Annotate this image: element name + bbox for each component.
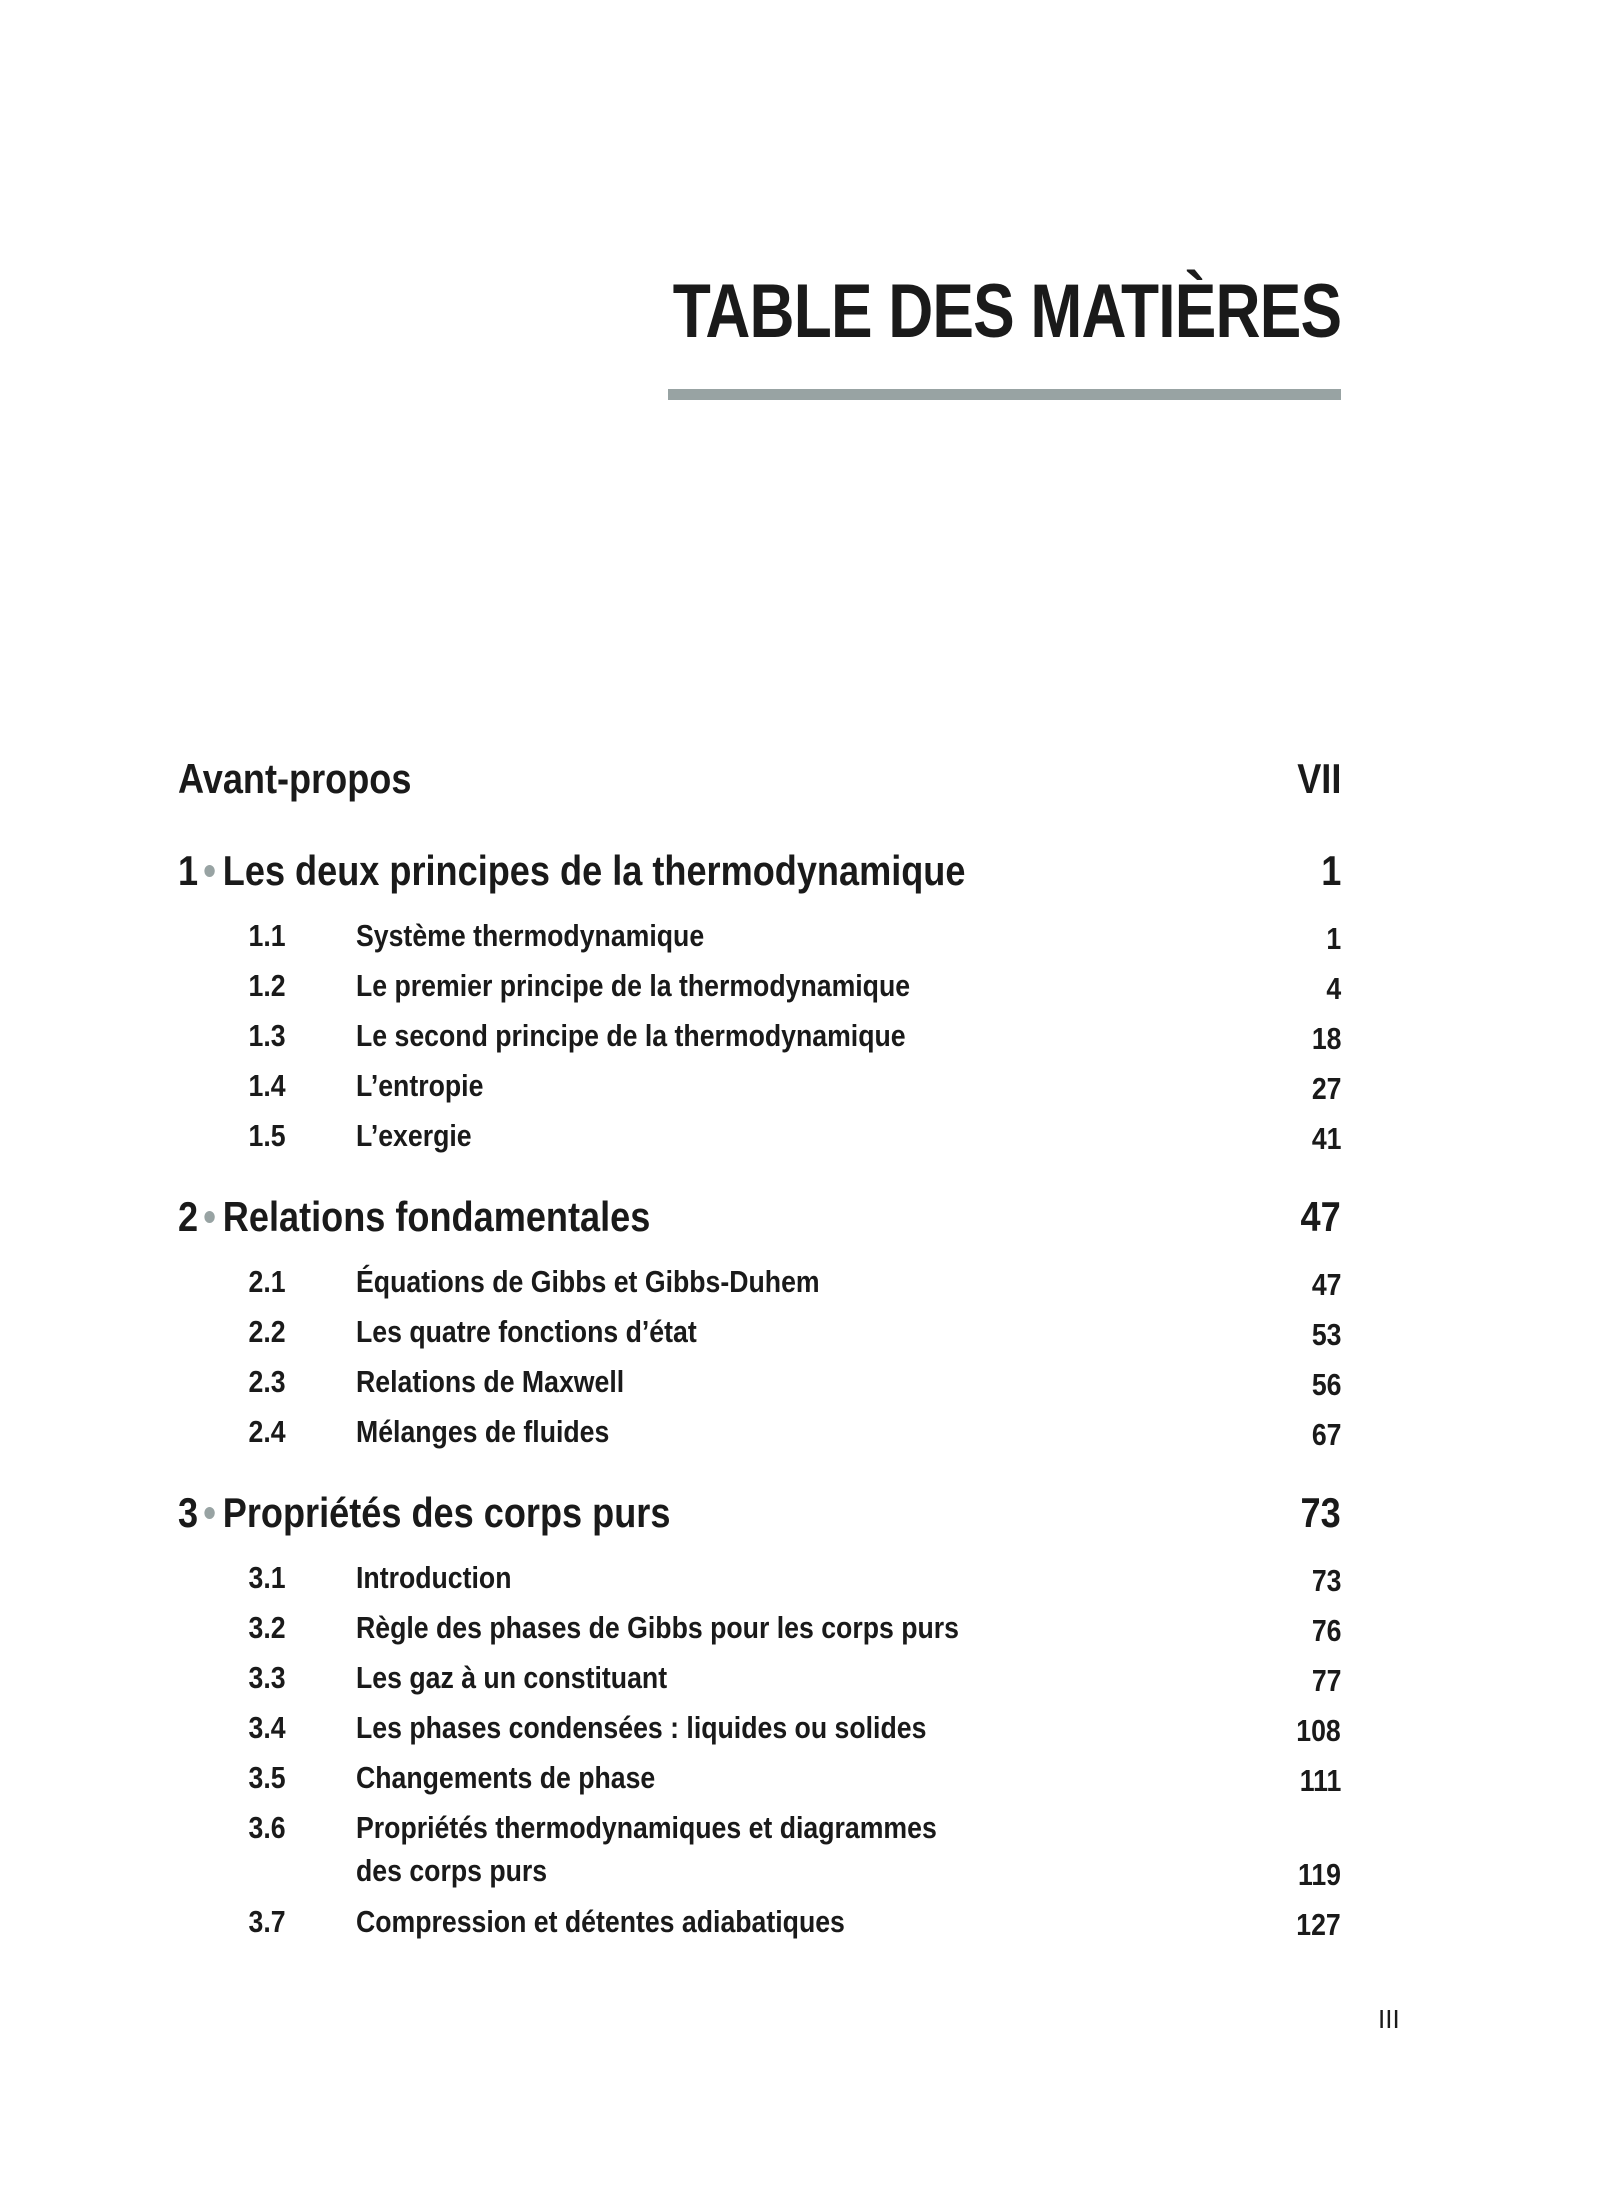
section-number: 1.4 bbox=[248, 1068, 286, 1103]
toc-section[interactable] bbox=[178, 1706, 1341, 1756]
toc-section[interactable] bbox=[178, 964, 1341, 1014]
toc-section[interactable] bbox=[178, 1014, 1341, 1064]
chapter-title: Relations fondamentales bbox=[222, 1193, 651, 1240]
section-page: 108 bbox=[1296, 1713, 1341, 1748]
chapter-heading-label bbox=[178, 832, 965, 910]
bullet-separator: • bbox=[203, 1489, 216, 1536]
section-page: 4 bbox=[1326, 971, 1341, 1006]
chapter-number: 3 bbox=[178, 1489, 199, 1536]
section-title: Introduction bbox=[356, 1560, 512, 1595]
section-page: 53 bbox=[1311, 1317, 1341, 1352]
section-title bbox=[356, 1806, 1160, 1892]
toc-chapter-3 bbox=[178, 1474, 1341, 1950]
chapter-page: 1 bbox=[1320, 847, 1341, 894]
toc-section[interactable] bbox=[178, 914, 1341, 964]
section-page: 127 bbox=[1296, 1907, 1341, 1942]
chapter-number: 1 bbox=[178, 847, 199, 894]
section-title: Mélanges de fluides bbox=[356, 1414, 610, 1449]
bullet-separator: • bbox=[203, 847, 216, 894]
section-list bbox=[178, 914, 1341, 1164]
toc-chapter-2 bbox=[178, 1178, 1341, 1460]
section-number: 3.6 bbox=[248, 1810, 286, 1845]
avant-propos-page: VII bbox=[1296, 755, 1341, 802]
section-number: 1.2 bbox=[248, 968, 286, 1003]
title-underline-rule bbox=[668, 389, 1341, 400]
section-title: L’entropie bbox=[356, 1068, 484, 1103]
section-title: Règle des phases de Gibbs pour les corps purs bbox=[356, 1610, 959, 1645]
avant-propos-label: Avant-propos bbox=[178, 755, 412, 802]
section-page: 76 bbox=[1311, 1613, 1341, 1648]
section-number: 2.4 bbox=[248, 1414, 286, 1449]
section-number: 1.1 bbox=[248, 918, 286, 953]
chapter-page: 73 bbox=[1300, 1489, 1341, 1536]
section-title: Le second principe de la thermodynamique bbox=[356, 1018, 906, 1053]
chapter-number: 2 bbox=[178, 1193, 199, 1240]
chapter-heading[interactable] bbox=[178, 1178, 1341, 1256]
toc-entry-avant-propos[interactable] bbox=[178, 740, 1341, 818]
section-number: 3.4 bbox=[248, 1710, 286, 1745]
section-number: 1.3 bbox=[248, 1018, 286, 1053]
chapter-title: Les deux principes de la thermodynamique bbox=[222, 847, 966, 894]
section-title: Système thermodynamique bbox=[356, 918, 705, 953]
section-title: Les phases condensées : liquides ou solides bbox=[356, 1710, 927, 1745]
toc-section[interactable] bbox=[178, 1900, 1341, 1950]
section-title: Équations de Gibbs et Gibbs-Duhem bbox=[356, 1264, 820, 1299]
section-number: 1.5 bbox=[248, 1118, 286, 1153]
section-page: 67 bbox=[1311, 1417, 1341, 1452]
page-folio-number: III bbox=[1378, 2004, 1400, 2034]
chapter-heading[interactable] bbox=[178, 832, 1341, 910]
page-title: TABLE DES MATIÈRES bbox=[672, 269, 1341, 354]
section-title: Changements de phase bbox=[356, 1760, 656, 1795]
section-list bbox=[178, 1556, 1341, 1950]
toc-section[interactable] bbox=[178, 1410, 1341, 1460]
section-page: 77 bbox=[1311, 1663, 1341, 1698]
chapter-title: Propriétés des corps purs bbox=[222, 1489, 671, 1536]
section-number: 3.7 bbox=[248, 1904, 286, 1939]
section-page: 111 bbox=[1299, 1763, 1341, 1798]
toc-section[interactable] bbox=[178, 1114, 1341, 1164]
toc-section[interactable] bbox=[178, 1064, 1341, 1114]
section-list bbox=[178, 1260, 1341, 1460]
section-page: 27 bbox=[1311, 1071, 1341, 1106]
chapter-heading[interactable] bbox=[178, 1474, 1341, 1552]
section-page: 119 bbox=[1297, 1857, 1341, 1892]
section-number: 3.1 bbox=[248, 1560, 286, 1595]
chapter-page: 47 bbox=[1300, 1193, 1341, 1240]
section-title: Les gaz à un constituant bbox=[356, 1660, 668, 1695]
section-title: L’exergie bbox=[356, 1118, 472, 1153]
section-title: Relations de Maxwell bbox=[356, 1364, 625, 1399]
table-of-contents bbox=[178, 740, 1341, 1950]
section-number: 3.3 bbox=[248, 1660, 286, 1695]
section-number: 2.2 bbox=[248, 1314, 286, 1349]
section-page: 73 bbox=[1311, 1563, 1341, 1598]
toc-section[interactable] bbox=[178, 1556, 1341, 1606]
section-title: Compression et détentes adiabatiques bbox=[356, 1904, 845, 1939]
toc-section[interactable] bbox=[178, 1806, 1341, 1900]
toc-section[interactable] bbox=[178, 1260, 1341, 1310]
toc-section[interactable] bbox=[178, 1656, 1341, 1706]
section-page: 47 bbox=[1311, 1267, 1341, 1302]
toc-section[interactable] bbox=[178, 1606, 1341, 1656]
toc-section[interactable] bbox=[178, 1756, 1341, 1806]
toc-chapter-1 bbox=[178, 832, 1341, 1164]
section-title-line-1: Propriétés thermodynamiques et diagrammes bbox=[356, 1810, 937, 1845]
section-title: Le premier principe de la thermodynamique bbox=[356, 968, 911, 1003]
section-page: 18 bbox=[1311, 1021, 1341, 1056]
section-number: 2.3 bbox=[248, 1364, 286, 1399]
section-title-line-2: des corps purs bbox=[356, 1853, 548, 1888]
toc-section[interactable] bbox=[178, 1360, 1341, 1410]
chapter-heading-label bbox=[178, 1178, 650, 1256]
section-number: 3.2 bbox=[248, 1610, 286, 1645]
section-page: 41 bbox=[1311, 1121, 1341, 1156]
section-page: 56 bbox=[1311, 1367, 1341, 1402]
section-page: 1 bbox=[1326, 921, 1341, 956]
section-number: 3.5 bbox=[248, 1760, 286, 1795]
section-title: Les quatre fonctions d’état bbox=[356, 1314, 697, 1349]
bullet-separator: • bbox=[203, 1193, 216, 1240]
chapter-heading-label bbox=[178, 1474, 670, 1552]
toc-section[interactable] bbox=[178, 1310, 1341, 1360]
section-number: 2.1 bbox=[248, 1264, 286, 1299]
